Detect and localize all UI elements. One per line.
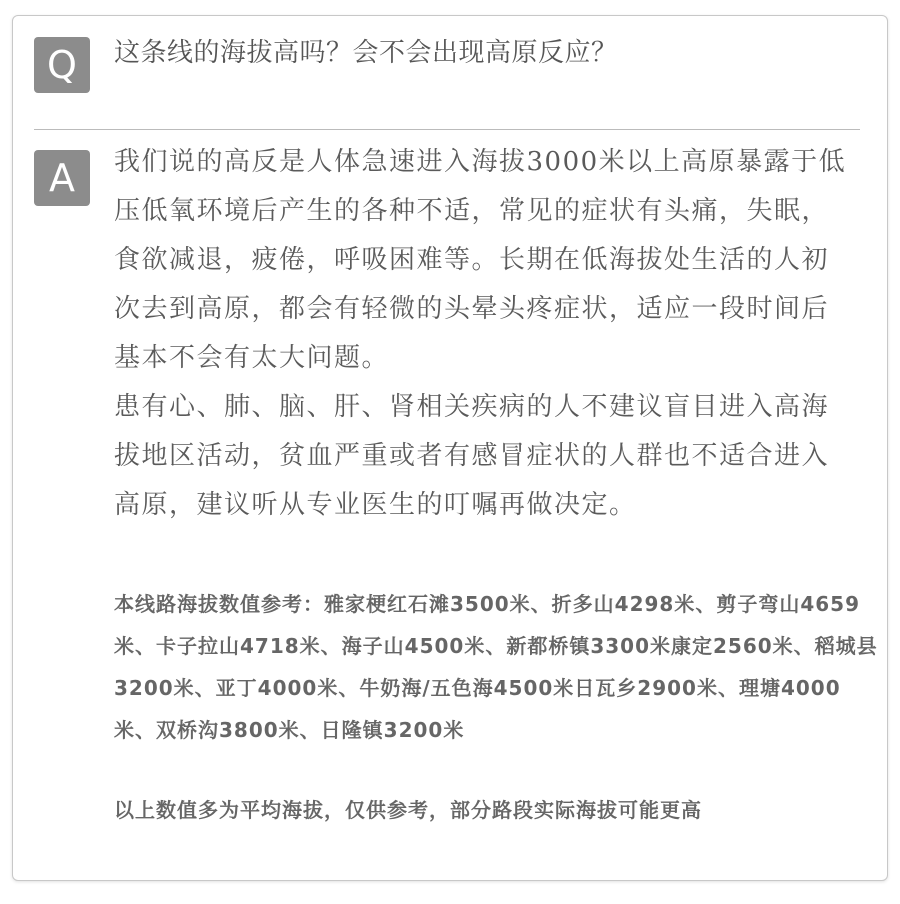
altitude-note: 以上数值多为平均海拔，仅供参考，部分路段实际海拔可能更高 xyxy=(114,798,702,822)
answer-paragraph-1: 我们说的高反是人体急速进入海拔3000米以上高原暴露于低压低氧环境后产生的各种不适，常见的症状有头痛，失眠，食欲减退，疲倦，呼吸困难等。长期在低海拔处生活的人初次去到高原，都会有轻微的头晕头疼症状，适应一段时间后基本不会有太大问题。 xyxy=(114,147,847,373)
divider xyxy=(34,129,860,130)
answer-paragraph-2: 患有心、肺、脑、肝、肾相关疾病的人不建议盲目进入高海拔地区活动，贫血严重或者有感冒症状的人群也不适合进入高原，建议听从专业医生的叮嘱再做决定。 xyxy=(114,392,830,520)
altitude-reference-items: 雅家梗红石滩3500米、折多山4298米、剪子弯山4659米、卡子拉山4718米、海子山4500米、新都桥镇3300米康定2560米、稻城县3200米、亚丁4000米、牛奶海/五色海4500米日瓦乡2900米、理塘4000米、双桥沟3800米、日隆镇3200米 xyxy=(114,592,878,742)
answer-badge: A xyxy=(34,150,90,206)
altitude-reference-label: 本线路海拔数值参考： xyxy=(114,592,324,616)
question-text: 这条线的海拔高吗？会不会出现高原反应？ xyxy=(114,38,618,68)
answer-text xyxy=(114,138,854,530)
question-badge: Q xyxy=(34,37,90,93)
altitude-reference xyxy=(114,583,880,751)
